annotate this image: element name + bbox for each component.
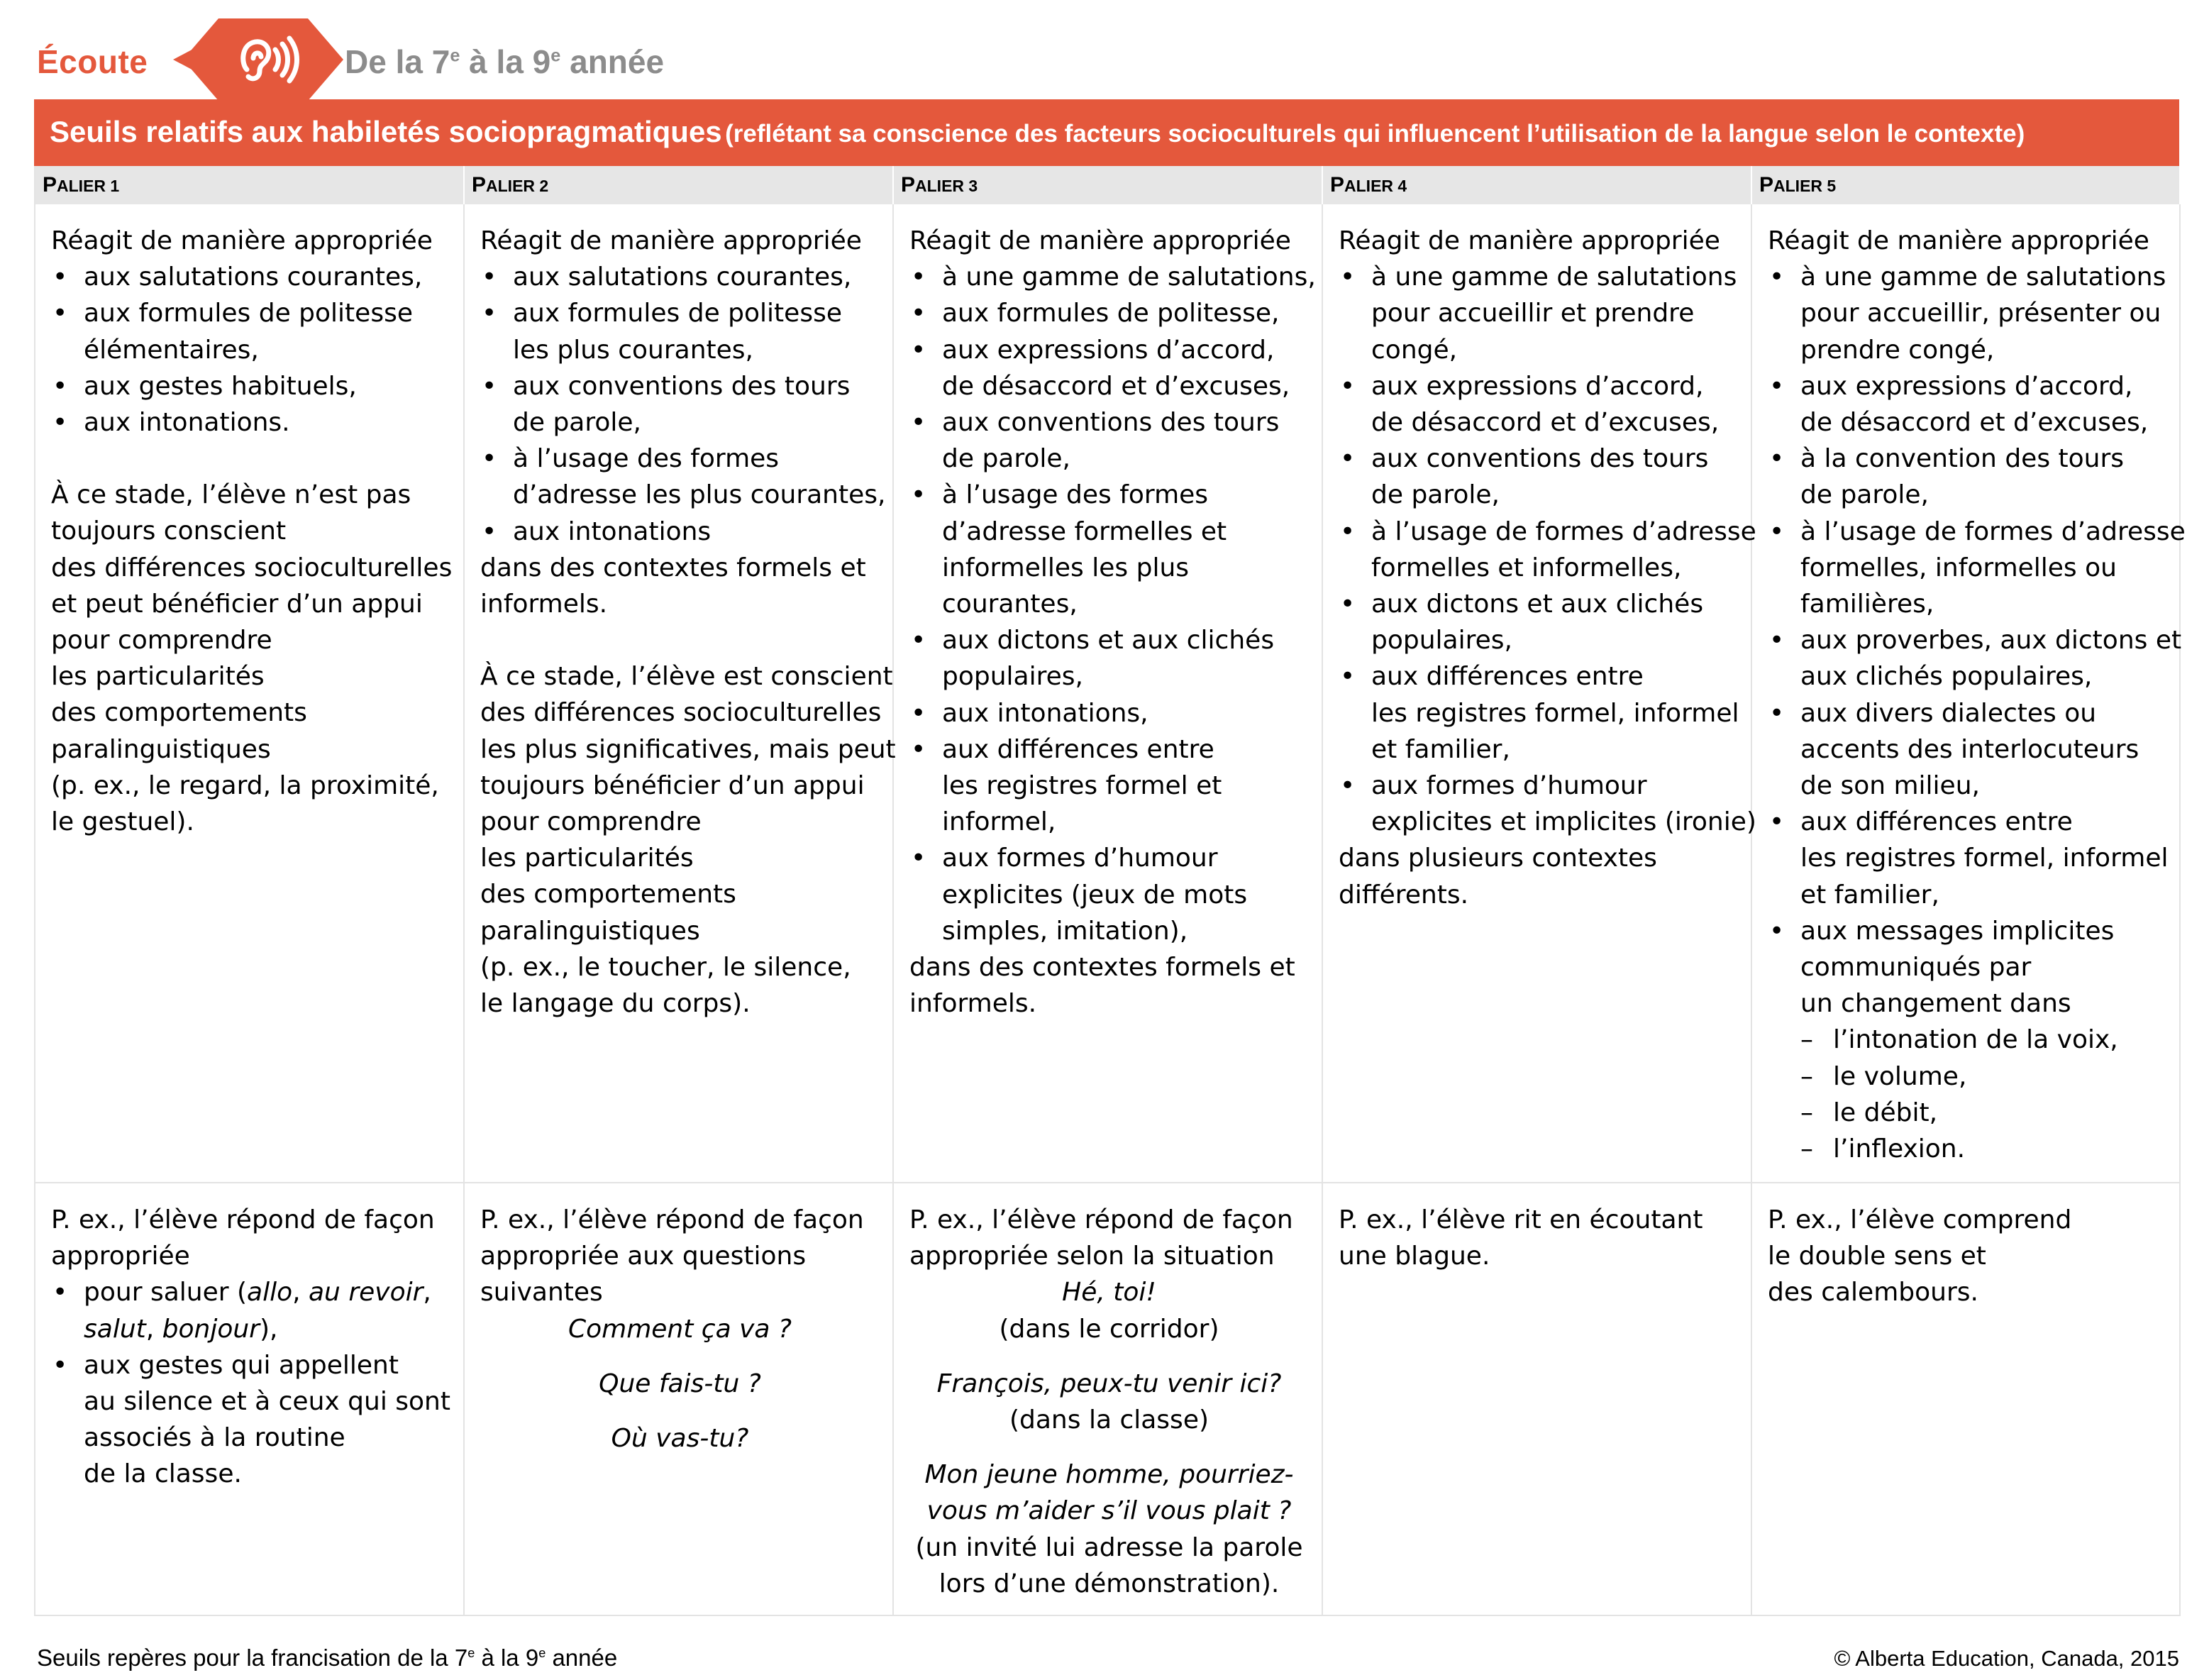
- example-cell-palier-3: [894, 1183, 1323, 1616]
- list-item-continuation: de désaccord et d’excuses,: [1800, 408, 2149, 438]
- column-headers: [34, 166, 2179, 204]
- list-item: • aux salutations courantes,: [51, 259, 450, 295]
- cell-text: pour comprendre: [480, 807, 702, 837]
- list-item: • aux formes d’humour: [1339, 768, 1738, 804]
- descriptor-row: [34, 204, 2186, 1183]
- list-item: • à une gamme de salutations: [1339, 259, 1738, 295]
- list-item: • aux intonations,: [909, 695, 1309, 731]
- cell-text: des comportements: [480, 880, 736, 910]
- column-header-palier-5: PALIER 5: [1752, 166, 2181, 204]
- footer-document-title: Seuils repères pour la francisation de la 7e à la 9e année: [37, 1645, 618, 1671]
- example-context: (un invité lui adresse la parole: [915, 1532, 1303, 1562]
- list-item: • pour saluer (allo, au revoir,: [51, 1274, 450, 1310]
- list-item: • aux formules de politesse: [51, 295, 450, 331]
- list-item: • aux formules de politesse: [480, 295, 880, 331]
- page-header: [34, 18, 885, 96]
- descriptor-cell-palier-2: [465, 204, 894, 1183]
- list-item: • à l’usage de formes d’adresse: [1768, 514, 2166, 550]
- list-item-continuation: de parole,: [1371, 480, 1500, 510]
- list-item: • aux expressions d’accord,: [1339, 368, 1738, 404]
- cell-text: Réagit de manière appropriée: [1339, 226, 1720, 255]
- list-item-continuation: populaires,: [1371, 626, 1512, 656]
- list-item: • à une gamme de salutations,: [909, 259, 1309, 295]
- column-header-palier-4: PALIER 4: [1323, 166, 1752, 204]
- cell-text: P. ex., l’élève comprend: [1768, 1205, 2072, 1234]
- cell-text: Réagit de manière appropriée: [480, 226, 862, 255]
- list-item-continuation: informel,: [942, 807, 1056, 837]
- list-item-continuation: communiqués par: [1800, 953, 2032, 983]
- list-item-continuation: élémentaires,: [84, 335, 259, 365]
- list-item-continuation: les registres formel, informel: [1371, 698, 1739, 728]
- cell-text: (p. ex., le regard, la proximité,: [51, 770, 439, 800]
- list-item-continuation: les registres formel et: [942, 771, 1222, 801]
- example-cell-palier-5: [1752, 1183, 2181, 1616]
- list-item: • aux messages implicites: [1768, 913, 2166, 949]
- list-item: • aux intonations.: [51, 404, 450, 441]
- list-item-continuation: explicites et implicites (ironie): [1371, 807, 1756, 837]
- list-item-continuation: de désaccord et d’excuses,: [1371, 408, 1720, 438]
- list-item: • aux différences entre: [1768, 804, 2166, 840]
- table-title-bar: [34, 99, 2179, 166]
- list-item: • à la convention des tours: [1768, 441, 2166, 477]
- cell-text: P. ex., l’élève rit en écoutant: [1339, 1205, 1703, 1234]
- list-item-continuation: de son milieu,: [1800, 771, 1980, 801]
- list-item-continuation: prendre congé,: [1800, 335, 1995, 365]
- example-phrase: Hé, toi!: [1062, 1278, 1156, 1308]
- list-item: • à l’usage des formes: [480, 441, 880, 477]
- cell-text: toujours conscient: [51, 516, 287, 546]
- column-header-palier-1: PALIER 1: [35, 166, 465, 204]
- example-question: Comment ça va ?: [568, 1314, 792, 1344]
- descriptor-cell-palier-1: [35, 204, 465, 1183]
- example-question: Où vas-tu?: [611, 1424, 749, 1454]
- cell-text: des différences socioculturelles: [51, 553, 453, 582]
- example-phrase: François, peux-tu venir ici?: [936, 1369, 1282, 1398]
- cell-text: Réagit de manière appropriée: [1768, 226, 2149, 255]
- sub-list-item: – l’intonation de la voix,: [1800, 1022, 2166, 1058]
- list-item-continuation: d’adresse formelles et: [942, 516, 1227, 546]
- list-item: • aux dictons et aux clichés: [1339, 586, 1738, 622]
- sub-list-item: – le volume,: [1800, 1059, 2166, 1095]
- list-item: • à l’usage des formes: [909, 477, 1309, 513]
- cell-text: informels.: [909, 989, 1037, 1019]
- list-item: • aux conventions des tours: [480, 368, 880, 404]
- cell-text: Réagit de manière appropriée: [909, 226, 1291, 255]
- example-phrase: vous m’aider s’il vous plait ?: [926, 1496, 1292, 1526]
- section-title: Écoute: [37, 43, 148, 80]
- list-item-continuation: informelles les plus: [942, 553, 1190, 582]
- list-item-continuation: populaires,: [942, 662, 1083, 692]
- cell-text: appropriée: [51, 1242, 190, 1271]
- list-item: • aux gestes habituels,: [51, 368, 450, 404]
- example-context: (dans le corridor): [999, 1314, 1219, 1344]
- sub-list-item: – le débit,: [1800, 1095, 2166, 1131]
- footer-copyright: © Alberta Education, Canada, 2015: [1834, 1646, 2179, 1671]
- column-header-palier-3: PALIER 3: [894, 166, 1323, 204]
- list-item-continuation: de désaccord et d’excuses,: [942, 371, 1290, 401]
- list-item-continuation: pour accueillir, présenter ou: [1800, 299, 2161, 328]
- cell-text: les plus significatives, mais peut: [480, 734, 896, 764]
- list-item: • aux gestes qui appellent: [51, 1347, 450, 1383]
- cell-text: une blague.: [1339, 1242, 1490, 1271]
- list-item: • aux différences entre: [909, 731, 1309, 768]
- cell-text: différents.: [1339, 880, 1469, 910]
- table-subtitle: (reflétant sa conscience des facteurs socioculturels qui influencent l’utilisation de la langue selon le contexte): [725, 120, 2025, 148]
- cell-text: dans plusieurs contextes: [1339, 844, 1657, 873]
- list-item: • à une gamme de salutations: [1768, 259, 2166, 295]
- list-item-continuation: de parole,: [942, 444, 1070, 474]
- cell-text: P. ex., l’élève répond de façon: [51, 1205, 435, 1234]
- list-item-continuation: accents des interlocuteurs: [1800, 734, 2139, 764]
- list-item: • aux formules de politesse,: [909, 295, 1309, 331]
- cell-text: informels.: [480, 590, 608, 619]
- thresholds-table: [34, 99, 2186, 1616]
- cell-text: À ce stade, l’élève n’est pas: [51, 480, 411, 510]
- cell-text: paralinguistiques: [51, 734, 271, 764]
- list-item-continuation: au silence et à ceux qui sont: [84, 1387, 450, 1417]
- list-item-continuation: et familier,: [1371, 734, 1510, 764]
- list-item: • aux conventions des tours: [909, 404, 1309, 441]
- list-item-continuation: aux clichés populaires,: [1800, 662, 2093, 692]
- list-item: • aux divers dialectes ou: [1768, 695, 2166, 731]
- column-header-palier-2: PALIER 2: [465, 166, 894, 204]
- cell-text: et peut bénéficier d’un appui: [51, 589, 423, 619]
- cell-text: des calembours.: [1768, 1278, 1978, 1308]
- cell-text: les particularités: [51, 662, 265, 692]
- list-item-continuation: simples, imitation),: [942, 916, 1188, 946]
- cell-text: pour comprendre: [51, 626, 272, 656]
- list-item: • aux formes d’humour: [909, 840, 1309, 876]
- list-item-continuation: les plus courantes,: [513, 335, 753, 365]
- list-item-continuation: les registres formel, informel: [1800, 844, 2169, 873]
- descriptor-cell-palier-4: [1323, 204, 1756, 1183]
- cell-text: À ce stade, l’élève est conscient: [480, 662, 893, 692]
- example-context: (dans la classe): [1009, 1405, 1209, 1435]
- list-item-continuation: congé,: [1371, 335, 1458, 365]
- descriptor-cell-palier-5: [1752, 204, 2186, 1183]
- ear-sound-icon: [173, 18, 343, 101]
- cell-text: des comportements: [51, 698, 307, 728]
- cell-text: le gestuel).: [51, 807, 194, 837]
- list-item-continuation: d’adresse les plus courantes,: [513, 480, 886, 510]
- cell-text: dans des contextes formels et: [480, 553, 866, 582]
- list-item: • aux différences entre: [1339, 658, 1738, 695]
- example-context: lors d’une démonstration).: [939, 1569, 1280, 1598]
- cell-text: appropriée aux questions: [480, 1242, 807, 1271]
- list-item-continuation: de parole,: [1800, 480, 1929, 510]
- cell-text: suivantes: [480, 1278, 603, 1308]
- cell-text: des différences socioculturelles: [480, 698, 882, 728]
- sub-list-item: – l’inflexion.: [1800, 1131, 2166, 1167]
- list-item: • à l’usage de formes d’adresse: [1339, 514, 1738, 550]
- list-item: • aux expressions d’accord,: [1768, 368, 2166, 404]
- list-item: • aux expressions d’accord,: [909, 332, 1309, 368]
- example-question: Que fais-tu ?: [599, 1369, 761, 1398]
- cell-text: P. ex., l’élève répond de façon: [480, 1205, 864, 1234]
- example-cell-palier-1: [35, 1183, 465, 1616]
- example-phrase: Mon jeune homme, pourriez-: [924, 1460, 1294, 1490]
- descriptor-cell-palier-3: [894, 204, 1323, 1183]
- list-item-continuation: familières,: [1800, 590, 1934, 619]
- grade-range: De la 7e à la 9e année: [345, 43, 665, 80]
- cell-text: toujours bénéficier d’un appui: [480, 770, 865, 800]
- cell-text: le double sens et: [1768, 1242, 1986, 1271]
- example-cell-palier-4: [1323, 1183, 1752, 1616]
- list-item-continuation: salut, bonjour),: [84, 1314, 278, 1344]
- cell-text: P. ex., l’élève répond de façon: [909, 1205, 1293, 1234]
- list-item-continuation: explicites (jeux de mots: [942, 880, 1248, 910]
- table-title: Seuils relatifs aux habiletés sociopragmatiques: [50, 115, 722, 148]
- list-item-continuation: un changement dans: [1800, 989, 2071, 1019]
- list-item: • aux salutations courantes,: [480, 259, 880, 295]
- example-cell-palier-2: [465, 1183, 894, 1616]
- list-item-continuation: courantes,: [942, 590, 1078, 619]
- list-item-continuation: associés à la routine: [84, 1423, 345, 1453]
- list-item-continuation: et familier,: [1800, 880, 1939, 910]
- cell-text: paralinguistiques: [480, 916, 700, 946]
- example-row: [34, 1183, 2179, 1616]
- cell-text: Réagit de manière appropriée: [51, 226, 433, 255]
- list-item-continuation: de parole,: [513, 408, 641, 438]
- list-item-continuation: de la classe.: [84, 1459, 242, 1489]
- cell-text: le langage du corps).: [480, 989, 751, 1019]
- cell-text: appropriée selon la situation: [909, 1242, 1275, 1271]
- cell-text: dans des contextes formels et: [909, 953, 1295, 983]
- list-item: • aux dictons et aux clichés: [909, 622, 1309, 658]
- list-item: • aux conventions des tours: [1339, 441, 1738, 477]
- cell-text: (p. ex., le toucher, le silence,: [480, 952, 851, 982]
- cell-text: les particularités: [480, 844, 694, 873]
- list-item: • aux proverbes, aux dictons et: [1768, 622, 2166, 658]
- list-item-continuation: formelles et informelles,: [1371, 553, 1682, 582]
- list-item: • aux intonations: [480, 514, 880, 550]
- list-item-continuation: pour accueillir et prendre: [1371, 299, 1695, 328]
- list-item-continuation: formelles, informelles ou: [1800, 553, 2117, 582]
